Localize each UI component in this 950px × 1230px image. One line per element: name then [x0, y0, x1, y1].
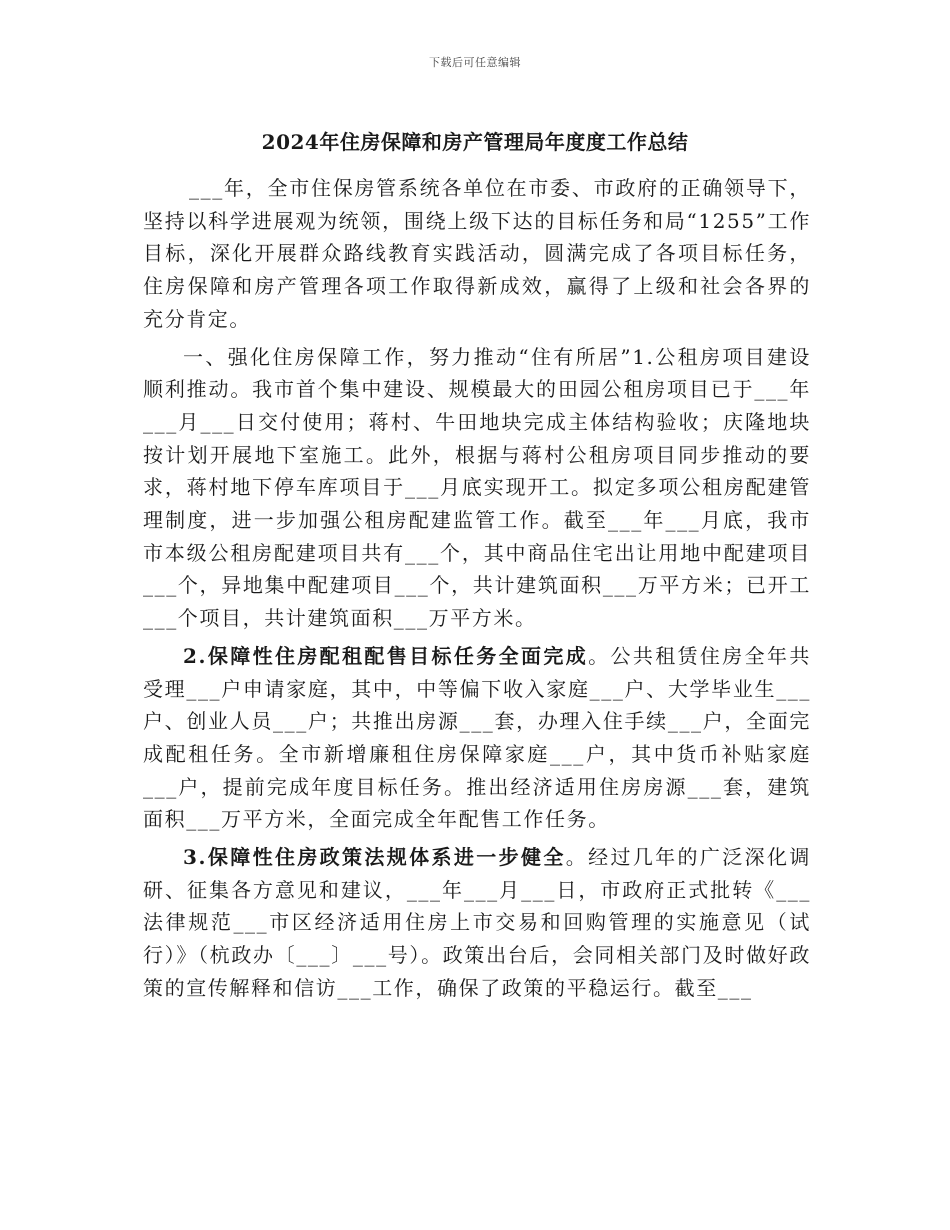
paragraph-item-2: [143, 640, 811, 836]
header-note: 下载后可任意编辑: [429, 56, 521, 69]
paragraph-heading: 3.保障性住房政策法规体系进一步健全: [183, 845, 566, 870]
paragraph-text: 一、强化住房保障工作，努力推动“住有所居”1.公租房项目建设顺利推动。我市首个集中建设、规模最大的田园公租房项目已于___年___月___日交付使用；蒋村、牛田地块完成主体结构验收；庆隆地块按计划开展地下室施工。此外，根据与蒋村公租房项目同步推动的要求，蒋村地下停车库项目于___月底实现开工。拟定多项公租房配建管理制度，进一步加强公租房配建监管工作。截至___年___月底，我市市本级公租房配建项目共有___个，其中商品住宅出让用地中配建项目___个，异地集中配建项目___个，共计建筑面积___万平方米；已开工___个项目，共计建筑面积___万平方米。: [143, 344, 811, 631]
document-body: [143, 172, 811, 1010]
paragraph-text: ___年，全市住保房管系统各单位在市委、市政府的正确领导下，坚持以科学进展观为统领，围绕上级下达的目标任务和局“1255”工作目标，深化开展群众路线教育实践活动，圆满完成了各项目标任务，住房保障和房产管理各项工作取得新成效，赢得了上级和社会各界的充分肯定。: [143, 176, 811, 331]
paragraph-section-1: [143, 341, 811, 635]
document-title: 2024年住房保障和房产管理局年度度工作总结: [261, 130, 689, 154]
paragraph-intro: [143, 172, 811, 336]
paragraph-text: 。公共租赁住房全年共受理___户申请家庭，其中，中等偏下收入家庭___户、大学毕业生___户、创业人员___户；共推出房源___套，办理入住手续___户，全面完成配租任务。全市新增廉租住房保障家庭___户，其中货币补贴家庭___户，提前完成年度目标任务。推出经济适用住房房源___套，建筑面积___万平方米，全面完成全年配售工作任务。: [143, 643, 811, 832]
paragraph-heading: 2.保障性住房配租配售目标任务全面完成: [183, 643, 589, 668]
paragraph-text: 。经过几年的广泛深化调研、征集各方意见和建议，___年___月___日，市政府正式批转《___法律规范___市区经济适用住房上市交易和回购管理的实施意见（试行）》（杭政办〔___〕___号）。政策出台后，会同相关部门及时做好政策的宣传解释和信访___工作，确保了政策的平稳运行。截至___: [143, 845, 811, 1000]
paragraph-item-3: [143, 841, 811, 1005]
